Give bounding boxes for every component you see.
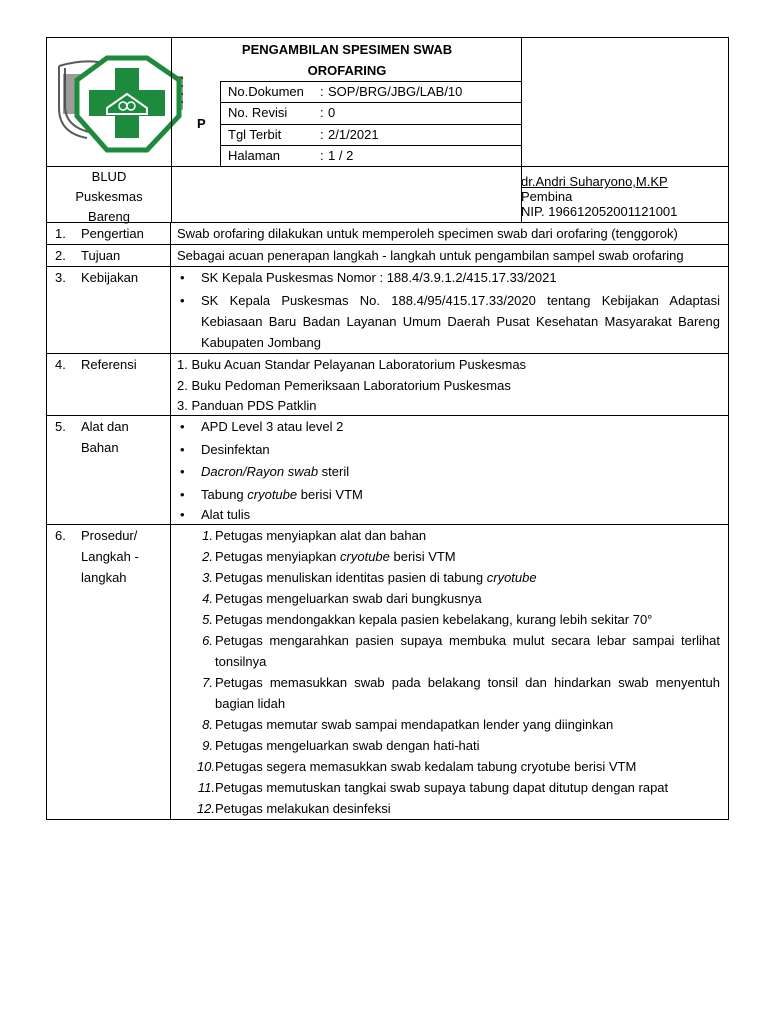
step-text-italic: cryotube: [340, 549, 390, 564]
procedure-step: [177, 567, 720, 588]
title-line-1: PENGAMBILAN SPESIMEN SWAB: [241, 42, 453, 57]
procedure-step: [177, 630, 720, 672]
section-label: Tujuan: [81, 248, 121, 263]
referensi-list-cell: [171, 354, 729, 416]
item-italic: Dacron/Rayon swab: [201, 464, 319, 479]
section-alat-bahan: [47, 416, 729, 525]
item-italic: cryotube: [247, 486, 298, 502]
tujuan-text: Sebagai acuan penerapan langkah - langkah untuk pengambilan sampel swab orofaring: [171, 245, 729, 267]
section-label: [81, 525, 139, 588]
title-line-2: OROFARING: [307, 63, 387, 78]
step-text-pre: Petugas menuliskan identitas pasien di tabung: [215, 570, 487, 585]
list-item: [177, 461, 720, 484]
list-item: [177, 484, 720, 507]
step-text: Petugas menyiapkan alat dan bahan: [215, 528, 427, 543]
step-number: 7.: [202, 675, 213, 690]
tgl-terbit-value: 2/1/2021: [328, 127, 379, 142]
step-number: 3.: [202, 570, 213, 585]
section-label-cell: [47, 223, 171, 245]
step-number: 4.: [202, 591, 213, 606]
step-number: 10.: [196, 759, 215, 774]
list-item: • SK Kepala Puskesmas No. 188.4/95/415.17.33/2020 tentang Kebijakan Adaptasi Kebiasaan Baru Badan Layanan Umum Daerah Pusat Kesehatan Masyarakat Bareng Kabupaten Jombang: [177, 290, 720, 353]
procedure-step: [177, 525, 720, 546]
section-label-cell: [47, 267, 171, 354]
tgl-terbit-colon: :: [320, 127, 324, 142]
section-number: 3.: [55, 270, 66, 285]
procedure-step: [177, 756, 720, 777]
section-number: 6.: [55, 528, 66, 543]
section-label: Kebijakan: [81, 270, 139, 285]
item-rest: steril: [318, 464, 350, 479]
step-number: 11.: [197, 780, 215, 795]
section-label: [81, 416, 129, 458]
label-line-2: Bahan: [81, 440, 119, 455]
sop-letter-p: P: [197, 116, 206, 131]
step-number: 8.: [202, 717, 213, 732]
step-text: Petugas memutar swab sampai mendapatkan lender yang diinginkan: [215, 717, 614, 732]
step-text: Petugas memutuskan tangkai swab supaya tabung dapat ditutup dengan rapat: [215, 780, 669, 795]
section-label: Pengertian: [81, 226, 144, 241]
section-tujuan: [47, 245, 729, 267]
section-prosedur: [47, 525, 729, 820]
step-text: Petugas segera memasukkan swab kedalam tabung cryotube berisi VTM: [215, 759, 637, 774]
step-text-post: berisi VTM: [389, 549, 456, 564]
kebijakan-list-cell: [171, 267, 729, 354]
pengertian-text: Swab orofaring dilakukan untuk memperoleh specimen swab dari orofaring (tenggorok): [171, 223, 729, 245]
no-revisi-value: 0: [328, 105, 336, 120]
step-text-pre: Petugas menyiapkan: [215, 549, 341, 564]
item-rest: berisi VTM: [297, 486, 363, 502]
section-number: 4.: [55, 357, 66, 372]
step-number: 5.: [202, 612, 213, 627]
step-text-italic: cryotube: [486, 570, 537, 585]
row-halaman: [220, 145, 522, 166]
row2-divider-left: [171, 167, 172, 223]
row-no-dokumen: [220, 81, 522, 103]
section-label-cell: [47, 416, 171, 525]
kebijakan-list: [177, 267, 720, 353]
label-line-2: Langkah -: [81, 549, 139, 564]
signatory-name: dr.Andri Suharyono,M.KP: [521, 174, 668, 189]
section-kebijakan: [47, 267, 729, 354]
document-title: [172, 38, 522, 81]
org-line-1: BLUD: [91, 169, 127, 184]
puskesmas-logo: [47, 38, 171, 166]
prosedur-steps: [177, 525, 720, 819]
step-text: Petugas memasukkan swab pada belakang tonsil dan hindarkan swab menyentuh bagian lidah: [215, 675, 720, 711]
prosedur-steps-cell: [171, 525, 729, 820]
procedure-step: [177, 546, 720, 567]
procedure-step: [177, 735, 720, 756]
section-number: 2.: [55, 248, 66, 263]
no-revisi-colon: :: [320, 105, 324, 120]
signatory-nip: NIP. 196612052001121001: [521, 204, 678, 219]
procedure-step: [177, 714, 720, 735]
alat-list-cell: [171, 416, 729, 525]
org-signature-row: [46, 167, 729, 223]
list-item: • SK Kepala Puskesmas Nomor : 188.4/3.9.1.2/415.17.33/2021: [177, 267, 720, 290]
step-number: 6.: [202, 633, 213, 648]
list-item: 1. Buku Acuan Standar Pelayanan Laboratorium Puskesmas: [177, 357, 527, 372]
sop-content-table: [46, 222, 729, 820]
step-number: 12.: [196, 801, 215, 816]
procedure-step: [177, 588, 720, 609]
halaman-colon: :: [320, 148, 324, 163]
row-no-revisi: [220, 102, 522, 124]
no-dokumen-colon: :: [320, 84, 324, 99]
list-item: 2. Buku Pedoman Pemeriksaan Laboratorium Puskesmas: [177, 378, 511, 393]
no-dokumen-label: No.Dokumen: [228, 84, 304, 99]
step-text: Petugas melakukan desinfeksi: [215, 801, 391, 816]
label-line-1: Alat dan: [81, 419, 129, 434]
section-number: 1.: [55, 226, 66, 241]
org-line-3: Bareng: [88, 209, 130, 224]
label-line-1: Prosedur/: [81, 528, 138, 543]
step-number: 1.: [202, 528, 213, 543]
halaman-value: 1 / 2: [328, 148, 354, 163]
step-text: Petugas mengeluarkan swab dengan hati-hati: [215, 738, 480, 753]
no-revisi-label: No. Revisi: [228, 105, 288, 120]
procedure-step: [177, 777, 720, 798]
procedure-step: [177, 672, 720, 714]
label-line-3: langkah: [81, 570, 127, 585]
list-item: 3. Panduan PDS Patklin: [177, 398, 317, 413]
alat-list: [177, 416, 720, 524]
organization-name: [47, 167, 171, 227]
procedure-step: [177, 798, 720, 819]
section-referensi: [47, 354, 729, 416]
section-label-cell: [47, 525, 171, 820]
section-number: 5.: [55, 419, 66, 434]
step-number: 2.: [202, 549, 213, 564]
procedure-step: [177, 609, 720, 630]
item-pre: Tabung: [201, 486, 248, 502]
section-label-cell: [47, 354, 171, 416]
org-line-2: Puskesmas: [75, 189, 143, 204]
signatory-role: Pembina: [521, 189, 573, 204]
signature-block: [521, 174, 677, 219]
document-header: [46, 37, 729, 167]
section-label: Referensi: [81, 357, 137, 372]
step-text: Petugas mengarahkan pasien supaya membuka mulut secara lebar sampai terlihat tonsilnya: [215, 633, 720, 669]
section-pengertian: [47, 223, 729, 245]
list-item: • Alat tulis: [177, 506, 720, 524]
tgl-terbit-label: Tgl Terbit: [228, 127, 282, 142]
section-label-cell: [47, 245, 171, 267]
step-text: Petugas mendongakkan kepala pasien kebelakang, kurang lebih sekitar 70°: [215, 612, 653, 627]
step-text: Petugas mengeluarkan swab dari bungkusnya: [215, 591, 482, 606]
step-number: 9.: [202, 738, 213, 753]
list-item: • Desinfektan: [177, 439, 720, 462]
halaman-label: Halaman: [228, 148, 281, 163]
no-dokumen-value: SOP/BRG/JBG/LAB/10: [328, 84, 463, 99]
list-item: • APD Level 3 atau level 2: [177, 416, 720, 439]
row-tgl-terbit: [220, 124, 522, 146]
